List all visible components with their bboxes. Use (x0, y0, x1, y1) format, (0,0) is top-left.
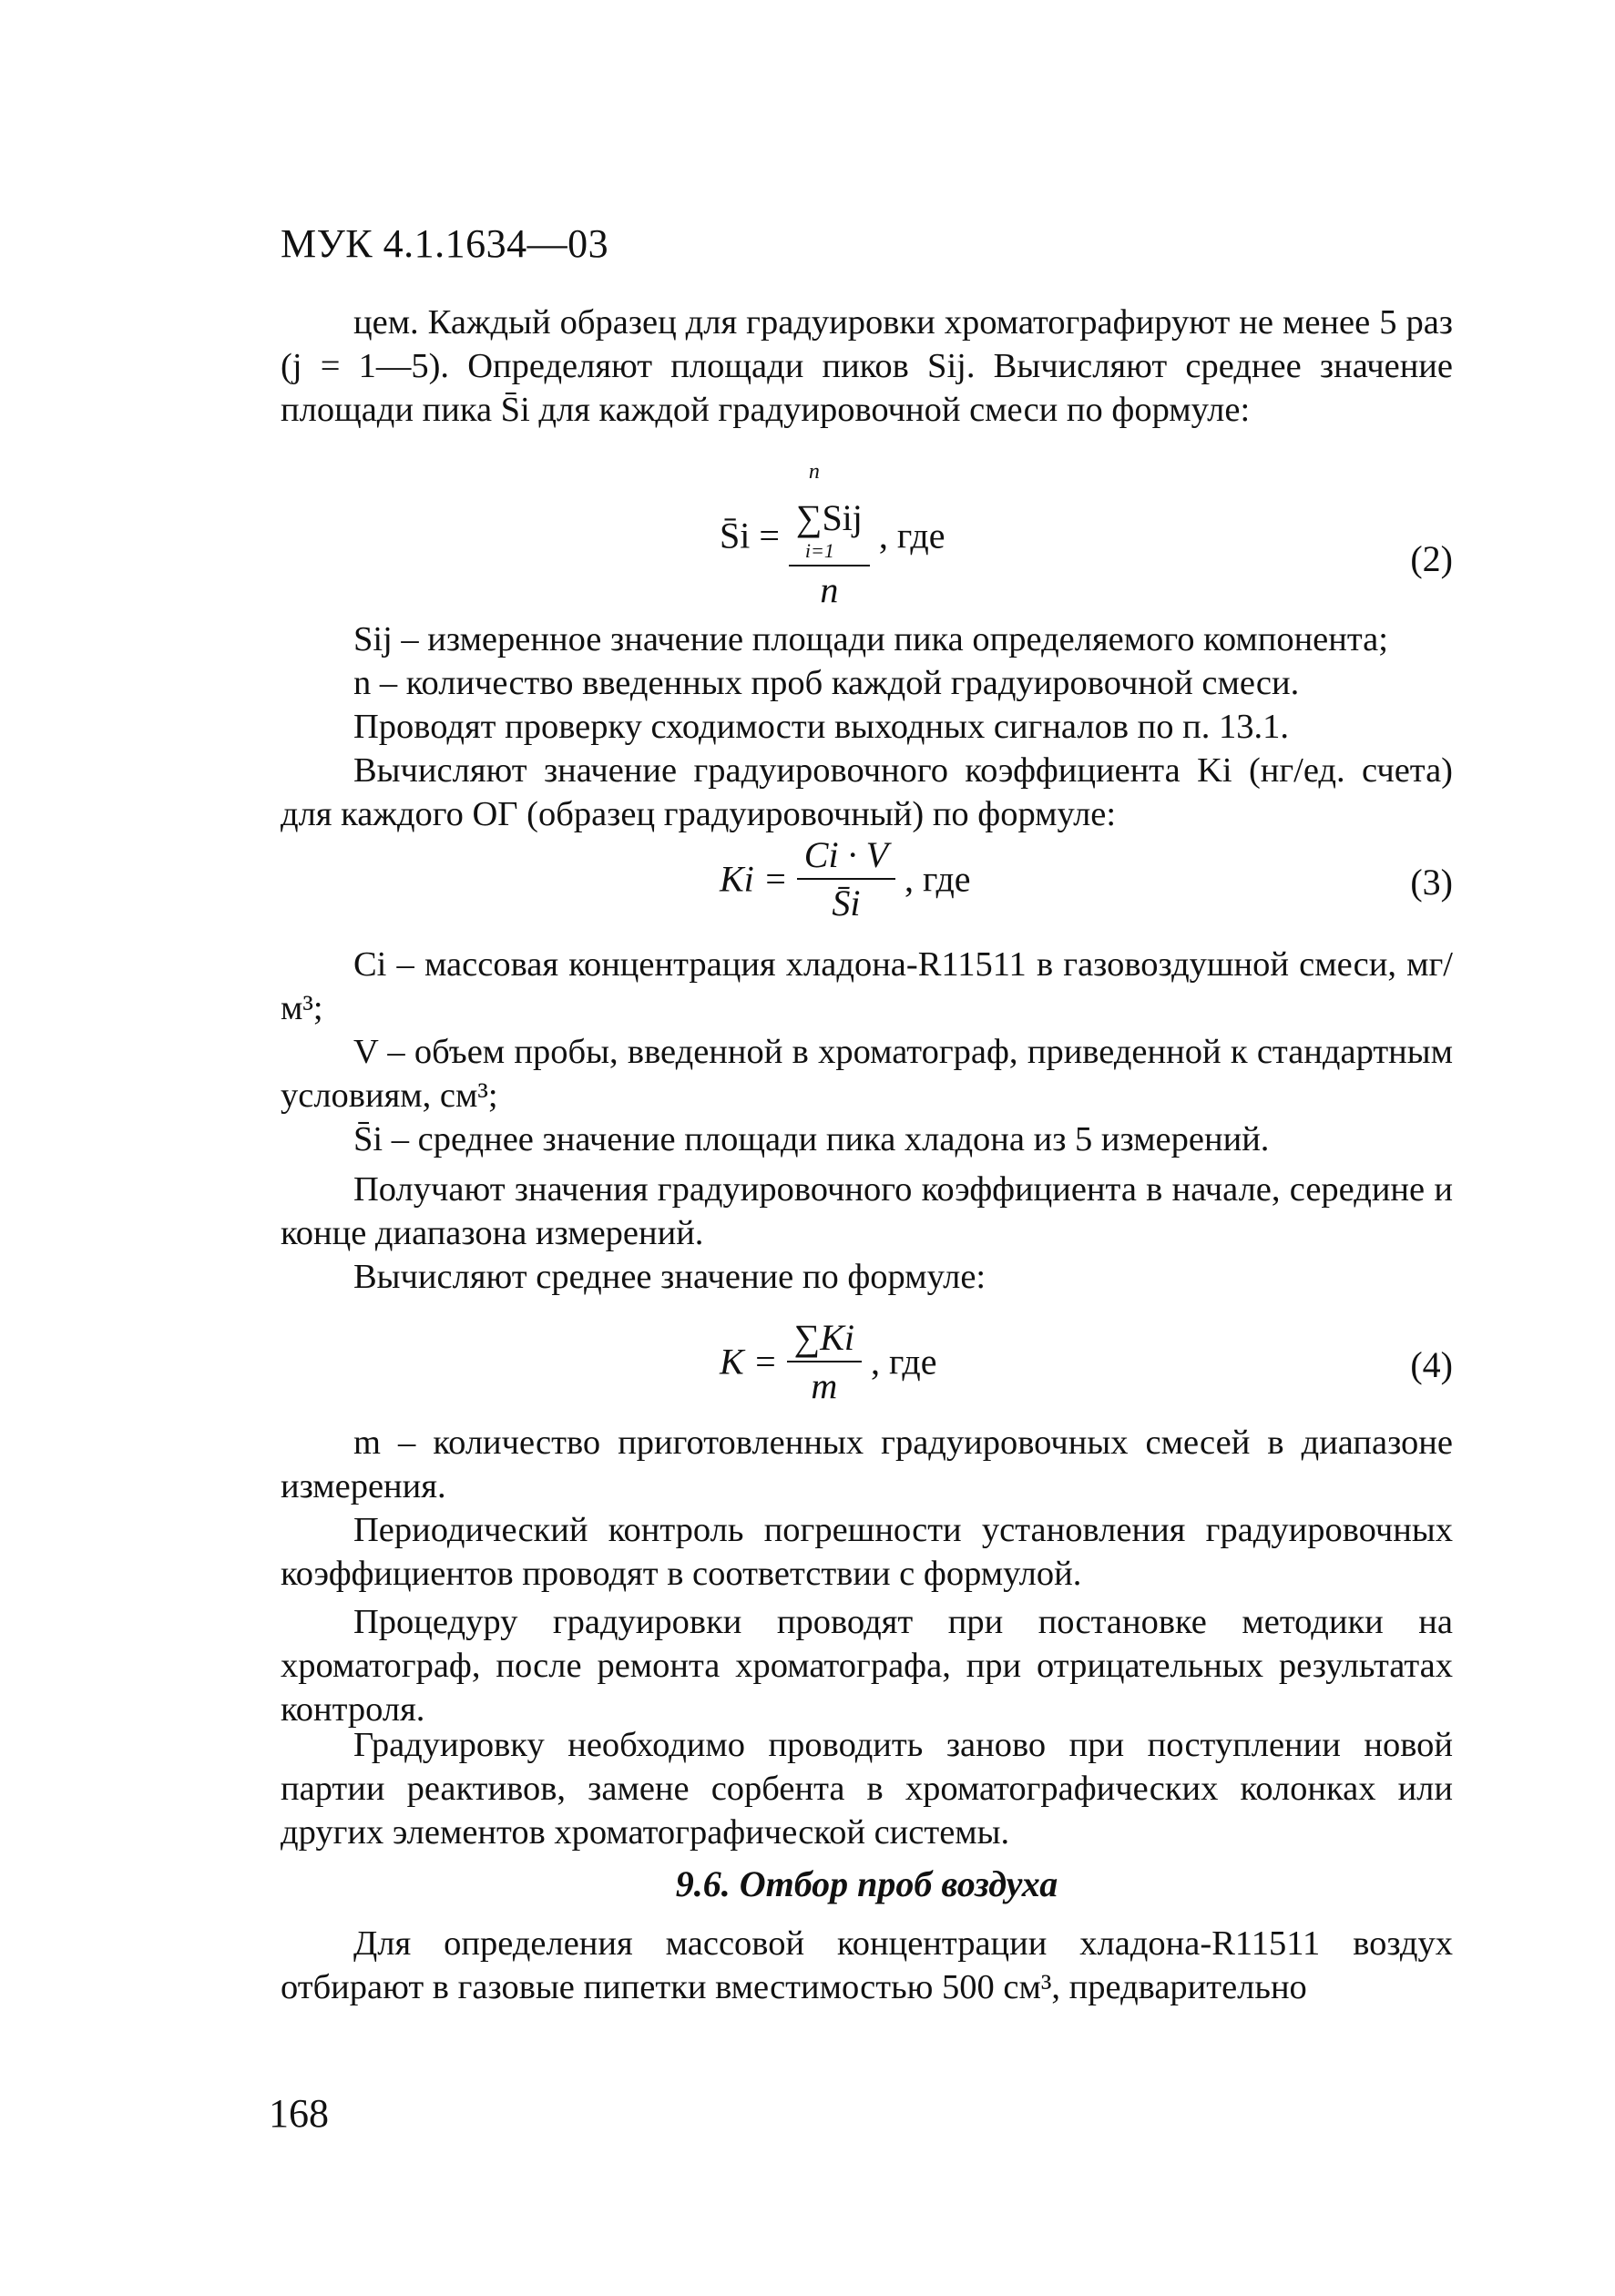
definition-m: m – количество приготовленных градуировочных смесей в диапазоне измерения. (281, 1424, 1453, 1505)
eq3-numerator: Ci · V (797, 833, 895, 880)
eq2-sum-upper: n (808, 460, 820, 484)
eq4-fraction (787, 1316, 862, 1407)
eq2-sum: ∑Sij (795, 497, 863, 538)
equation-4 (720, 1316, 937, 1407)
eq3-lhs: Ki = (720, 858, 788, 900)
page-number: 168 (269, 2091, 329, 2136)
document-header: МУК 4.1.1634—03 (281, 221, 609, 266)
eq4-tail: , где (870, 1341, 937, 1383)
eq4-numerator: ∑Ki (787, 1316, 862, 1362)
definition-sij: Sij – измеренное значение площади пика определяемого компонента; (353, 620, 1388, 658)
definition-ci: Ci – массовая концентрация хладона-R11511 в газовоздушной смеси, мг/м³; (281, 945, 1453, 1027)
eq2-sum-lower: i=1 (804, 539, 834, 562)
equation-2 (720, 460, 945, 611)
paragraph-periodic: Периодический контроль погрешности установления градуировочных коэффициентов проводят в соответствии с формулой. (281, 1511, 1453, 1593)
eq3-fraction (797, 833, 895, 924)
eq2-lhs: S̄i = (720, 515, 780, 556)
paragraph-procedure: Процедуру градуировки проводят при постановке методики на хроматограф, после ремонта хроматографа, при отрицательных результатах контроля. (281, 1603, 1453, 1729)
paragraph-get: Получают значения градуировочного коэффициента в начале, середине и конце диапазона измерений. (281, 1170, 1453, 1252)
paragraph-intro: цем. Каждый образец для градуировки хроматографируют не менее 5 раз (j = 1—5). Определяют площади пиков Sij. Вычисляют среднее значение площади пика S̄i для каждой градуировочной смеси по формуле: (281, 303, 1453, 429)
eq4-lhs: K = (720, 1341, 778, 1383)
definition-n: n – количество введенных проб каждой градуировочной смеси. (353, 664, 1300, 702)
equation-2-number: (2) (1410, 538, 1453, 579)
equation-4-number: (4) (1410, 1344, 1453, 1385)
definition-si: S̄i – среднее значение площади пика хладона из 5 измерений. (353, 1120, 1270, 1158)
paragraph-check: Проводят проверку сходимости выходных сигналов по п. 13.1. (353, 708, 1289, 746)
eq2-denominator: n (820, 569, 839, 610)
eq4-denominator: m (811, 1365, 838, 1406)
equation-3-number: (3) (1410, 862, 1453, 903)
eq3-tail: , где (905, 858, 971, 900)
equation-3 (720, 833, 971, 924)
paragraph-sampling: Для определения массовой концентрации хладона-R11511 воздух отбирают в газовые пипетки вместимостью 500 см³, предварительно (281, 1924, 1453, 2006)
eq2-fraction (789, 460, 870, 611)
definition-v: V – объем пробы, введенной в хроматограф, приведенной к стандартным условиям, см³; (281, 1033, 1453, 1115)
eq2-numerator (789, 460, 870, 566)
paragraph-mean: Вычисляют среднее значение по формуле: (353, 1258, 986, 1296)
section-title: 9.6. Отбор проб воздуха (675, 1863, 1058, 1904)
paragraph-calc-k: Вычисляют значение градуировочного коэффициента Ki (нг/ед. счета) для каждого ОГ (образец градуировочный) по формуле: (281, 751, 1453, 833)
eq2-tail: , где (878, 515, 945, 556)
paragraph-regrad: Градуировку необходимо проводить заново при поступлении новой партии реактивов, замене сорбента в хроматографических колонках или других элементов хроматографической системы. (281, 1726, 1453, 1852)
eq3-denominator: S̄i (832, 883, 861, 924)
